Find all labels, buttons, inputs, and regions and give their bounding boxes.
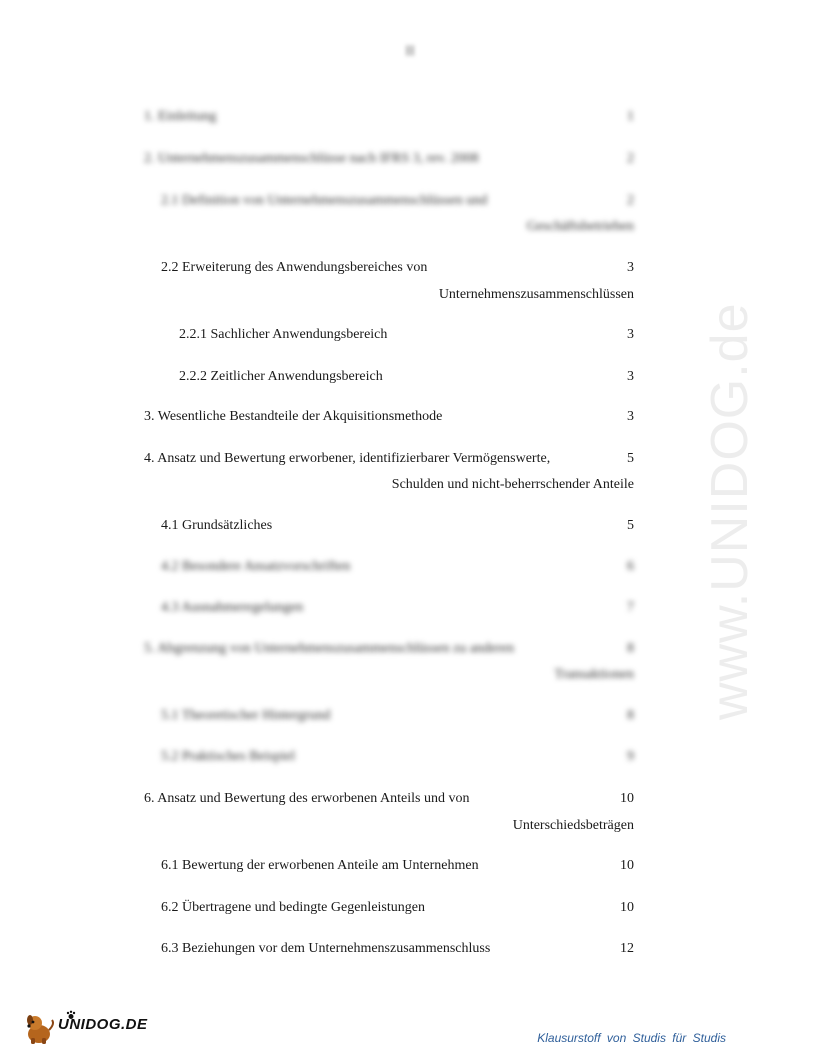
toc-entry-page: 10 — [620, 858, 634, 873]
toc-entry-page: 2 — [627, 193, 634, 208]
toc-entry-continuation: Unternehmenszusammenschlüssen — [438, 287, 634, 302]
toc-entry-title: 5.1 Theoretischer Hintergrund — [161, 708, 331, 723]
toc-entry-continuation: Transaktionen — [554, 667, 634, 682]
toc-entry-page: 1 — [627, 109, 634, 124]
toc-entry-5 — [144, 640, 634, 658]
toc-entry-title: 4. Ansatz und Bewertung erworbener, identifizierbarer Vermögenswerte, — [144, 451, 551, 466]
toc-entry-page: 8 — [627, 708, 634, 723]
unidog-logo[interactable] — [22, 1010, 162, 1050]
toc-entry-page: 3 — [627, 369, 634, 384]
footer-slogan: Klausurstoff von Studis für Studis — [537, 1031, 726, 1045]
toc-entry-page: 6 — [627, 559, 634, 574]
toc-entry-page: 9 — [627, 749, 634, 764]
toc-entry-5-1 — [161, 707, 634, 725]
toc-entry-6 — [144, 790, 634, 808]
toc-entry-title: 2.2.2 Zeitlicher Anwendungsbereich — [179, 369, 383, 384]
toc-entry-title: 4.1 Grundsätzliches — [161, 518, 273, 533]
toc-entry-4-2 — [161, 558, 634, 576]
toc-entry-title: 3. Wesentliche Bestandteile der Akquisitionsmethode — [144, 409, 443, 424]
toc-entry-2-1 — [161, 192, 634, 210]
toc-entry-title: 5.2 Praktisches Beispiel — [161, 749, 296, 764]
toc-entry-4 — [144, 450, 634, 468]
toc-entry-page: 5 — [627, 451, 634, 466]
toc-entry-2-2 — [161, 259, 634, 277]
toc-entry-page: 10 — [620, 900, 634, 915]
toc-entry-continuation: Unterschiedsbeträgen — [512, 818, 634, 833]
toc-entry-title: 5. Abgrenzung von Unternehmenszusammenschlüssen zu anderen — [144, 641, 515, 656]
toc-entry-2 — [144, 150, 634, 168]
toc-entry-title: 6.2 Übertragene und bedingte Gegenleistungen — [161, 900, 425, 915]
toc-entry-title: 4.3 Ausnahmeregelungen — [161, 600, 304, 615]
toc-entry-1 — [144, 108, 634, 126]
toc-entry-page: 2 — [627, 151, 634, 166]
dog-mascot-icon — [22, 1012, 56, 1046]
toc-entry-4-3 — [161, 599, 634, 617]
toc-entry-title: 4.2 Besondere Ansatzvorschriften — [161, 559, 351, 574]
toc-entry-title: 2.2.1 Sachlicher Anwendungsbereich — [179, 327, 388, 342]
toc-entry-title: 2.1 Definition von Unternehmenszusammenschlüssen und — [161, 193, 488, 208]
toc-entry-continuation: Geschäftsbetrieben — [526, 219, 634, 234]
toc-entry-page: 3 — [627, 260, 634, 275]
toc-entry-4-1 — [161, 517, 634, 535]
toc-entry-page: 7 — [627, 600, 634, 615]
watermark: www.UNIDOG.de — [701, 302, 759, 720]
logo-text: UNIDOG.DE — [58, 1016, 148, 1033]
toc-entry-page: 12 — [620, 941, 634, 956]
toc-entry-5-2 — [161, 748, 634, 766]
toc-entry-6-2 — [161, 899, 634, 917]
toc-entry-page: 5 — [627, 518, 634, 533]
toc-entry-page: 10 — [620, 791, 634, 806]
toc-entry-title: 6. Ansatz und Bewertung des erworbenen Anteils und von — [144, 791, 470, 806]
toc-entry-title: 6.1 Bewertung der erworbenen Anteile am Unternehmen — [161, 858, 479, 873]
page-number: II — [405, 44, 415, 59]
toc-entry-3 — [144, 408, 634, 426]
toc-entry-continuation: Schulden und nicht-beherrschender Anteile — [391, 477, 634, 492]
toc-entry-title: 1. Einleitung — [144, 109, 217, 124]
toc-entry-6-1 — [161, 857, 634, 875]
toc-entry-page: 3 — [627, 409, 634, 424]
toc-entry-2-2-2 — [179, 368, 634, 386]
toc-entry-page: 3 — [627, 327, 634, 342]
toc-entry-title: 2.2 Erweiterung des Anwendungsbereiches von — [161, 260, 428, 275]
toc-entry-title: 2. Unternehmenszusammenschlüsse nach IFRS 3, rev. 2008 — [144, 151, 479, 166]
toc-entry-6-3 — [161, 940, 634, 958]
toc-entry-page: 8 — [627, 641, 634, 656]
toc-entry-2-2-1 — [179, 326, 634, 344]
toc-entry-title: 6.3 Beziehungen vor dem Unternehmenszusammenschluss — [161, 941, 491, 956]
